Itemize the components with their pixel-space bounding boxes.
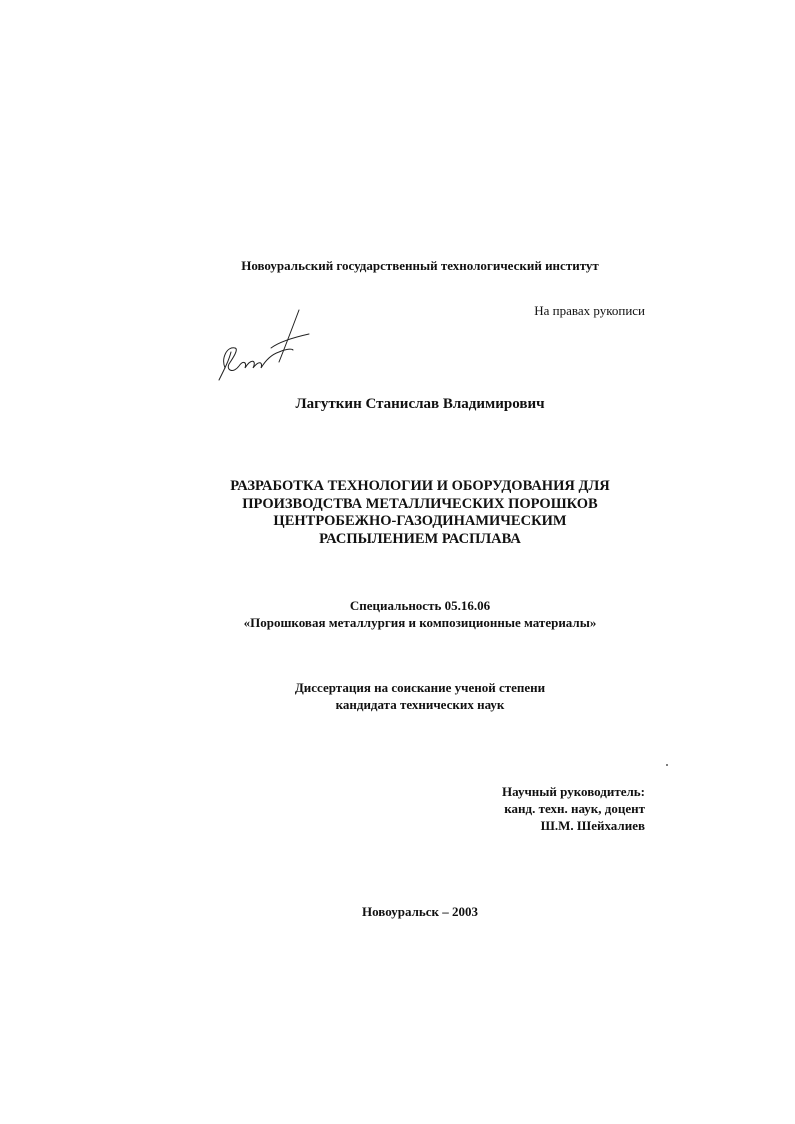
title-line-1: РАЗРАБОТКА ТЕХНОЛОГИИ И ОБОРУДОВАНИЯ ДЛЯ bbox=[230, 478, 610, 494]
degree-line-1: Диссертация на соискание ученой степени bbox=[294, 680, 546, 695]
advisor-credentials: канд. техн. наук, доцент bbox=[504, 801, 645, 816]
author-name: Лагуткин Станислав Владимирович bbox=[295, 396, 545, 412]
title-line-2: ПРОИЗВОДСТВА МЕТАЛЛИЧЕСКИХ ПОРОШКОВ bbox=[242, 495, 598, 512]
title-line-3: ЦЕНТРОБЕЖНО-ГАЗОДИНАМИЧЕСКИМ bbox=[273, 513, 567, 529]
degree-block bbox=[150, 679, 690, 713]
institute-name: Новоуральский государственный технологический институт bbox=[241, 258, 599, 273]
degree-line-2: кандидата технических наук bbox=[335, 697, 505, 712]
city-year: Новоуральск – 2003 bbox=[362, 904, 478, 919]
specialty-name: «Порошковая металлургия и композиционные материалы» bbox=[243, 615, 597, 630]
specialty-block bbox=[150, 597, 690, 631]
advisor-name: Ш.М. Шейхалиев bbox=[540, 818, 645, 833]
specialty-code: Специальность 05.16.06 bbox=[349, 598, 491, 613]
advisor-role: Научный руководитель: bbox=[502, 784, 645, 799]
manuscript-rights-note: На правах рукописи bbox=[534, 303, 645, 318]
signature bbox=[213, 308, 313, 388]
dissertation-title bbox=[150, 478, 690, 548]
advisor-block bbox=[502, 783, 645, 834]
title-line-4: РАСПЫЛЕНИЕМ РАСПЛАВА bbox=[319, 530, 521, 547]
scan-speck bbox=[666, 764, 668, 766]
